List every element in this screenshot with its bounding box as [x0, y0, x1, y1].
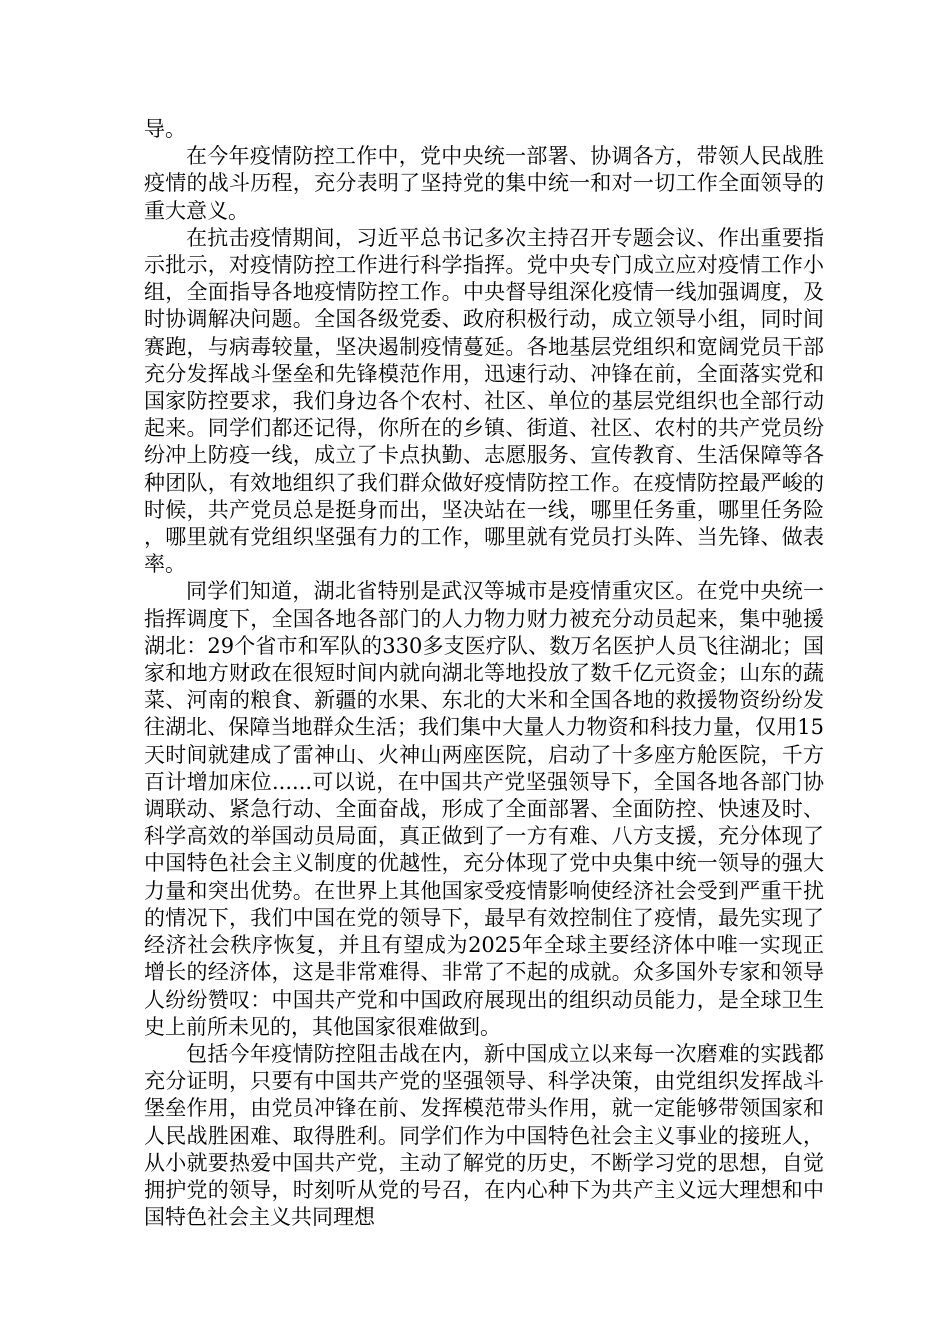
paragraph-lessons-for-students: 包括今年疫情防控阻击战在内，新中国成立以来每一次磨难的实践都充分证明，只要有中国共产党的坚强领导、科学决策，由党组织发挥战斗堡垒作用，由党员冲锋在前、发挥模范带头作用，就一定能够带领国家和人民战胜困难、取得胜利。同学们作为中国特色社会主义事业的接班人，从小就要热爱中国共产党，主动了解党的历史，不断学习党的思想，自觉拥护党的领导，时刻听从党的号召，在内心种下为共产主义远大理想和中国特色社会主义共同理想	[144, 1041, 824, 1230]
paragraph-party-leadership-significance: 在今年疫情防控工作中，党中央统一部署、协调各方，带领人民战胜疫情的战斗历程，充分表明了坚持党的集中统一和对一切工作全面领导的重大意义。	[144, 144, 824, 223]
document-page	[144, 116, 824, 1231]
paragraph-hubei-support: 同学们知道，湖北省特别是武汉等城市是疫情重灾区。在党中央统一指挥调度下，全国各地各部门的人力物力财力被充分动员起来，集中驰援湖北：29个省市和军队的330多支医疗队、数万名医护人员飞往湖北；国家和地方财政在很短时间内就向湖北等地投放了数千亿元资金；山东的蔬菜、河南的粮食、新疆的水果、东北的大米和全国各地的救援物资纷纷发往湖北、保障当地群众生活；我们集中大量人力物资和科技力量，仅用15天时间就建成了雷神山、火神山两座医院，启动了十多座方舱医院，千方百计增加床位......可以说，在中国共产党坚强领导下，全国各地各部门协调联动、紧急行动、全面奋战，形成了全面部署、全面防控、快速及时、科学高效的举国动员局面，真正做到了一方有难、八方支援，充分体现了中国特色社会主义制度的优越性，充分体现了党中央集中统一领导的强大力量和突出优势。在世界上其他国家受疫情影响使经济社会受到严重干扰的情况下，我们中国在党的领导下，最早有效控制住了疫情，最先实现了经济社会秩序恢复，并且有望成为2025年全球主要经济体中唯一实现正增长的经济体，这是非常难得、非常了不起的成就。众多国外专家和领导人纷纷赞叹：中国共产党和中国政府展现出的组织动员能力，是全球卫生史上前所未见的，其他国家很难做到。	[144, 579, 824, 1039]
paragraph-epidemic-command: 在抗击疫情期间，习近平总书记多次主持召开专题会议、作出重要指示批示，对疫情防控工作进行科学指挥。党中央专门成立应对疫情工作小组，全面指导各地疫情防控工作。中央督导组深化疫情一线加强调度，及时协调解决问题。全国各级党委、政府积极行动，成立领导小组，同时间赛跑，与病毒较量，坚决遏制疫情蔓延。各地基层党组织和宽阔党员干部充分发挥战斗堡垒和先锋模范作用，迅速行动、冲锋在前，全面落实党和国家防控要求，我们身边各个农村、社区、单位的基层党组织也全部行动起来。同学们都还记得，你所在的乡镇、街道、社区、农村的共产党员纷纷冲上防疫一线，成立了卡点执勤、志愿服务、宣传教育、生活保障等各种团队，有效地组织了我们群众做好疫情防控工作。在疫情防控最严峻的时候，共产党员总是挺身而出，坚决站在一线，哪里任务重，哪里任务险，哪里就有党组织坚强有力的工作，哪里就有党员打头阵、当先锋、做表率。	[144, 225, 824, 577]
paragraph-continuation: 导。	[144, 117, 186, 141]
